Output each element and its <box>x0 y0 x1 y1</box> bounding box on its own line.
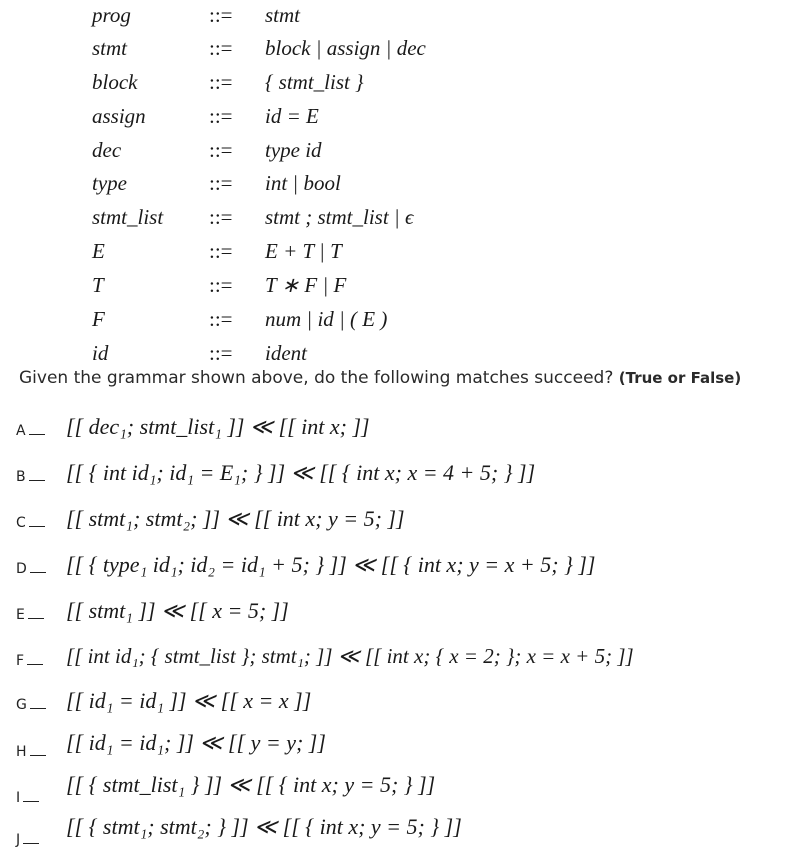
match-expression: [[ dec₁; stmt_list₁ ]] ≪ [[ int x; ]] <box>66 414 370 439</box>
rule-lhs: dec <box>92 138 122 162</box>
rule-rhs: ident <box>265 341 307 365</box>
answer-blank[interactable] <box>30 707 46 709</box>
grammar-rule <box>0 171 793 201</box>
match-expression: [[ int id₁; { stmt_list }; stmt₁; ]] ≪ [[ int x; { x = 2; }; x = x + 5; ]] <box>66 644 634 668</box>
question-label: A <box>16 423 45 439</box>
define-symbol: ::= <box>209 341 233 365</box>
rule-lhs: assign <box>92 104 146 128</box>
rule-rhs: int | bool <box>265 171 341 195</box>
match-expression: [[ id₁ = id₁; ]] ≪ [[ y = y; ]] <box>66 730 326 755</box>
match-expression: [[ { int id₁; id₁ = E₁; } ]] ≪ [[ { int x; x = 4 + 5; } ]] <box>66 460 536 485</box>
rule-rhs: stmt ; stmt_list | ϵ <box>265 205 414 229</box>
rule-lhs: E <box>92 239 105 263</box>
question-label: B <box>16 469 45 485</box>
rule-rhs: { stmt_list } <box>265 70 364 94</box>
define-symbol: ::= <box>209 307 233 331</box>
prompt-text: Given the grammar shown above, do the following matches succeed? <box>19 368 614 388</box>
question-item <box>0 414 793 448</box>
prompt-hint: (True or False) <box>618 369 742 387</box>
define-symbol: ::= <box>209 205 233 229</box>
answer-blank[interactable] <box>23 800 39 802</box>
grammar-rule <box>0 70 793 100</box>
question-label: H <box>16 744 46 760</box>
grammar-rule <box>0 36 793 66</box>
question-item <box>0 772 793 806</box>
define-symbol: ::= <box>209 138 233 162</box>
rule-rhs: T ∗ F | F <box>265 273 347 297</box>
rule-rhs: num | id | ( E ) <box>265 307 388 331</box>
rule-lhs: T <box>92 273 104 297</box>
question-item <box>0 730 793 764</box>
question-item <box>0 460 793 494</box>
define-symbol: ::= <box>209 104 233 128</box>
question-prompt <box>19 368 741 388</box>
rule-rhs: block | assign | dec <box>265 36 426 60</box>
define-symbol: ::= <box>209 273 233 297</box>
grammar-rule <box>0 205 793 235</box>
grammar-rule <box>0 273 793 303</box>
question-label: I <box>16 790 39 806</box>
question-item <box>0 688 793 722</box>
match-expression: [[ stmt₁ ]] ≪ [[ x = 5; ]] <box>66 598 289 623</box>
match-expression: [[ { type₁ id₁; id₂ = id₁ + 5; } ]] ≪ [[ { int x; y = x + 5; } ]] <box>66 552 596 577</box>
question-label: D <box>16 561 46 577</box>
rule-lhs: block <box>92 70 138 94</box>
grammar-rule <box>0 341 793 371</box>
rule-lhs: stmt_list <box>92 205 164 229</box>
answer-blank[interactable] <box>27 663 43 665</box>
define-symbol: ::= <box>209 171 233 195</box>
rule-lhs: id <box>92 341 109 365</box>
question-label: G <box>16 697 46 713</box>
answer-blank[interactable] <box>30 754 46 756</box>
answer-blank[interactable] <box>29 433 45 435</box>
rule-rhs: id = E <box>265 104 319 128</box>
question-item <box>0 552 793 586</box>
question-label: C <box>16 515 45 531</box>
question-item <box>0 814 793 848</box>
rule-rhs: E + T | T <box>265 239 342 263</box>
question-label: F <box>16 653 43 669</box>
define-symbol: ::= <box>209 70 233 94</box>
answer-blank[interactable] <box>29 479 45 481</box>
question-label: E <box>16 607 44 623</box>
answer-blank[interactable] <box>29 525 45 527</box>
answer-blank[interactable] <box>23 842 39 844</box>
question-item <box>0 644 793 678</box>
grammar-rule <box>0 3 793 33</box>
match-expression: [[ { stmt_list₁ } ]] ≪ [[ { int x; y = 5; } ]] <box>66 772 436 797</box>
rule-lhs: prog <box>92 3 131 27</box>
answer-blank[interactable] <box>30 571 46 573</box>
grammar-rule <box>0 239 793 269</box>
grammar-rule <box>0 138 793 168</box>
grammar-rule <box>0 307 793 337</box>
question-item <box>0 598 793 632</box>
rule-lhs: type <box>92 171 127 195</box>
grammar-rule <box>0 104 793 134</box>
answer-blank[interactable] <box>28 617 44 619</box>
define-symbol: ::= <box>209 239 233 263</box>
question-item <box>0 506 793 540</box>
question-label: J <box>16 832 39 848</box>
rule-rhs: stmt <box>265 3 301 27</box>
rule-lhs: F <box>92 307 105 331</box>
match-expression: [[ id₁ = id₁ ]] ≪ [[ x = x ]] <box>66 688 312 713</box>
rule-rhs: type id <box>265 138 322 162</box>
define-symbol: ::= <box>209 36 233 60</box>
define-symbol: ::= <box>209 3 233 27</box>
match-expression: [[ { stmt₁; stmt₂; } ]] ≪ [[ { int x; y = 5; } ]] <box>66 814 462 839</box>
match-expression: [[ stmt₁; stmt₂; ]] ≪ [[ int x; y = 5; ]] <box>66 506 405 531</box>
rule-lhs: stmt <box>92 36 128 60</box>
